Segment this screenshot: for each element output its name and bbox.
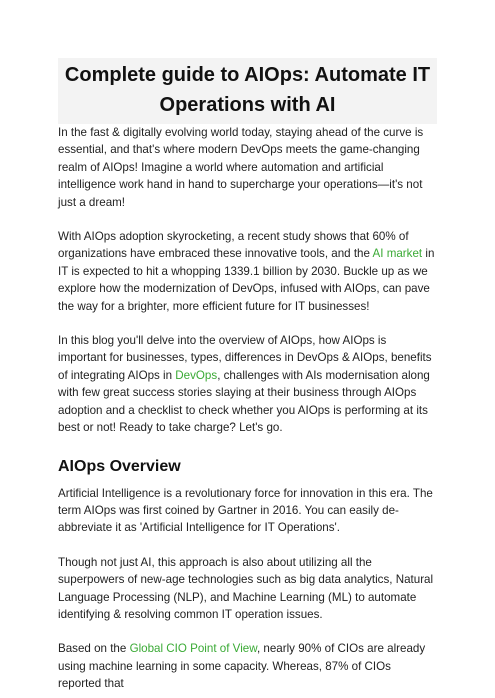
adoption-paragraph bbox=[58, 228, 437, 315]
intro-paragraph: In the fast & digitally evolving world today, staying ahead of the curve is essential, and that's where modern DevOps meets the game-changing realm of AIOps! Imagine a world where automation and artificial intelligence work hand in hand to supercharge your operations—it's not just a dream! bbox=[58, 126, 424, 209]
text-span: With AIOps adoption skyrocketing, a recent study shows that 60% of organizations have embraced these innovative tools, and the bbox=[58, 230, 409, 261]
devops-link[interactable]: DevOps bbox=[175, 368, 218, 382]
paragraph-spacer bbox=[58, 623, 437, 640]
global-cio-link[interactable]: Global CIO Point of View bbox=[129, 642, 257, 656]
ai-definition-paragraph: Artificial Intelligence is a revolutionary force for innovation in this era. The term AIOps was first coined by Gartner in 2016. You can easily de-abbreviate it as 'Artificial Intelligence for IT Operations'. bbox=[58, 486, 433, 535]
technologies-paragraph: Though not just AI, this approach is also about utilizing all the superpowers of new-age technologies such as big data analytics, Natural Language Processing (NLP), and Machine Learning (ML) to automate identifying & resolving common IT operation issues. bbox=[58, 555, 434, 621]
paragraph-spacer bbox=[58, 537, 437, 554]
text-span: , challenges with AIs modernisation along with few great success stories slaying at their business through AIOps adoption and a checklist to check whether you AIOps is performing at its best or not! Ready to take charge? Let's go. bbox=[58, 368, 430, 435]
paragraph-spacer bbox=[58, 315, 437, 332]
section-heading: AIOps Overview bbox=[58, 457, 181, 475]
text-span: Based on the bbox=[58, 642, 130, 656]
paragraph-spacer bbox=[58, 211, 437, 228]
page-title: Complete guide to AIOps: Automate IT Operations with AI bbox=[64, 64, 431, 116]
text-span: in IT is expected to hit a whopping 1339.1 billion by 2030. Buckle up as we explore how the modernization of DevOps, infused with AIOps, can pave the way for a brighter, more efficient future for IT businesses! bbox=[58, 247, 435, 313]
document-page bbox=[0, 58, 495, 698]
cio-paragraph bbox=[58, 640, 437, 692]
ai-market-link[interactable]: AI market bbox=[372, 247, 423, 261]
text-span: , nearly 90% of CIOs are already using machine learning in some capacity. Whereas, 87% of CIOs reported that bbox=[58, 642, 426, 691]
blog-overview-paragraph bbox=[58, 332, 437, 436]
title-banner bbox=[58, 58, 437, 124]
text-span: In this blog you'll delve into the overview of AIOps, how AIOps is important for businesses, types, differences in DevOps & AIOps, benefits of integrating AIOps in bbox=[58, 334, 432, 382]
